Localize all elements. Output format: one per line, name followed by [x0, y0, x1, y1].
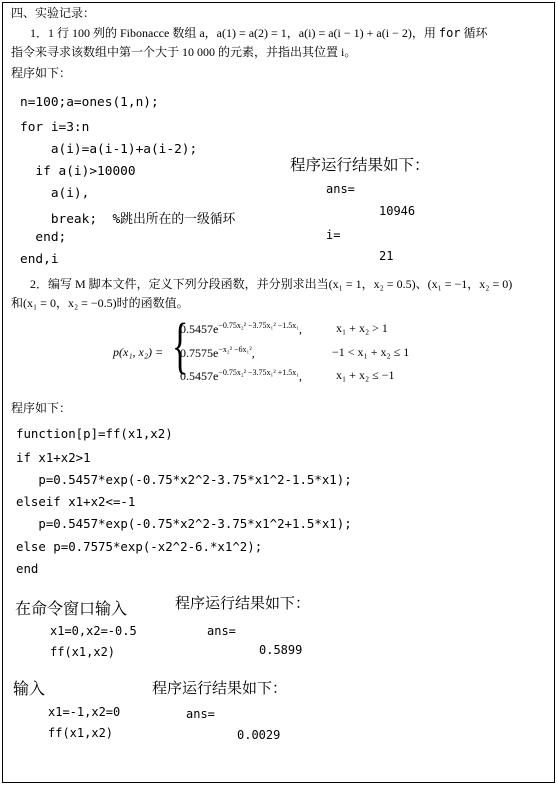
run2-input-line: x1=-1,x2=0 [48, 705, 121, 719]
result1-i-label: i= [326, 228, 341, 242]
case1-condition: x₁ + x₂ > 1 [336, 321, 388, 335]
task1-for-keyword: for [438, 26, 461, 40]
result1-heading: 程序运行结果如下： [290, 156, 430, 174]
code1-line: end; [20, 230, 67, 245]
case3-punct: , [299, 369, 303, 383]
code2-line: elseif x1+x2<=-1 [16, 494, 136, 509]
code1-line: if a(i)>10000 [20, 164, 136, 179]
case3-exponent: −0.75x₂² −3.75x₁² +1.5x₁ [218, 368, 300, 377]
program-label-2: 程序如下： [11, 401, 72, 415]
code2-line: p=0.5457*exp(-0.75*x2^2-3.75*x1^2-1.5*x1); [16, 472, 352, 487]
section-title: 四、实验记录： [11, 6, 96, 20]
code2-line: if x1+x2>1 [16, 450, 91, 465]
code1-line: break; %跳出所在的一级循环 [20, 212, 236, 227]
result1-ans-label: ans= [326, 182, 355, 196]
case1-punct: , [299, 322, 303, 336]
run2-input-heading: 输入 [13, 679, 46, 698]
run2-ans-value: 0.0029 [237, 728, 281, 742]
case3-coef: 0.5457e [180, 369, 219, 383]
code1-line: end,i [20, 252, 59, 267]
formula-brace: { [172, 312, 189, 380]
run1-input-heading: 在命令窗口输入 [15, 599, 128, 618]
run2-result-heading: 程序运行结果如下： [152, 679, 288, 697]
formula-case-3 [180, 368, 302, 384]
run1-ans-label: ans= [207, 624, 236, 638]
task1-line1-suffix: 循环 [460, 26, 488, 40]
run2-ans-label: ans= [186, 707, 215, 721]
result1-ans-value: 10946 [379, 204, 416, 218]
task1-line2: 指令来寻求该数组中第一个大于 10 000 的元素，并指出其位置 i。 [11, 45, 357, 59]
code1-line: n=100;a=ones(1,n); [20, 95, 159, 110]
run2-input-line: ff(x1,x2) [48, 726, 114, 740]
program-label-1: 程序如下： [11, 66, 72, 80]
run1-input-line: x1=0,x2=-0.5 [50, 624, 137, 638]
run1-ans-value: 0.5899 [259, 643, 303, 657]
case1-exponent: −0.75x₂² −3.75x₁² −1.5x₁ [218, 321, 300, 330]
code2-line: p=0.5457*exp(-0.75*x2^2-3.75*x1^2+1.5*x1); [16, 516, 352, 531]
code1-line: a(i), [20, 186, 90, 201]
case2-coef: 0.7575e [180, 346, 219, 360]
code2-line: end [16, 561, 39, 576]
task2-line1: 2．编写 M 脚本文件，定义下列分段函数，并分别求出当(x₁ = 1，x₂ = 0.5)、(x₁ = −1，x₂ = 0) [30, 277, 513, 291]
case2-exponent: −x₂² −6x₁² [218, 345, 252, 354]
formula-lhs: p(x₁, x₂) = [113, 345, 164, 359]
case2-condition: −1 < x₁ + x₂ ≤ 1 [332, 345, 410, 359]
formula-case-2 [180, 345, 255, 361]
case3-condition: x₁ + x₂ ≤ −1 [336, 368, 395, 382]
task2-line2: 和(x₁ = 0，x₂ = −0.5)时的函数值。 [11, 296, 189, 310]
run1-input-line: ff(x1,x2) [50, 645, 116, 659]
formula-case-1 [180, 321, 302, 337]
code2-line: else p=0.7575*exp(-x2^2-6.*x1^2); [16, 539, 263, 554]
code1-line: for i=3:n [20, 120, 90, 135]
task1-line1 [30, 25, 488, 42]
task1-line1-prefix: 1．1 行 100 列的 Fibonacce 数组 a，a(1) = a(2) = 1，a(i) = a(i − 1) + a(i − 2)，用 [30, 26, 439, 40]
code2-line: function[p]=ff(x1,x2) [16, 426, 173, 441]
case1-coef: 0.5457e [180, 322, 219, 336]
code1-line: a(i)=a(i-1)+a(i-2); [20, 142, 198, 157]
case2-punct: , [251, 346, 255, 360]
run1-result-heading: 程序运行结果如下： [175, 594, 311, 612]
result1-i-value: 21 [379, 249, 394, 263]
